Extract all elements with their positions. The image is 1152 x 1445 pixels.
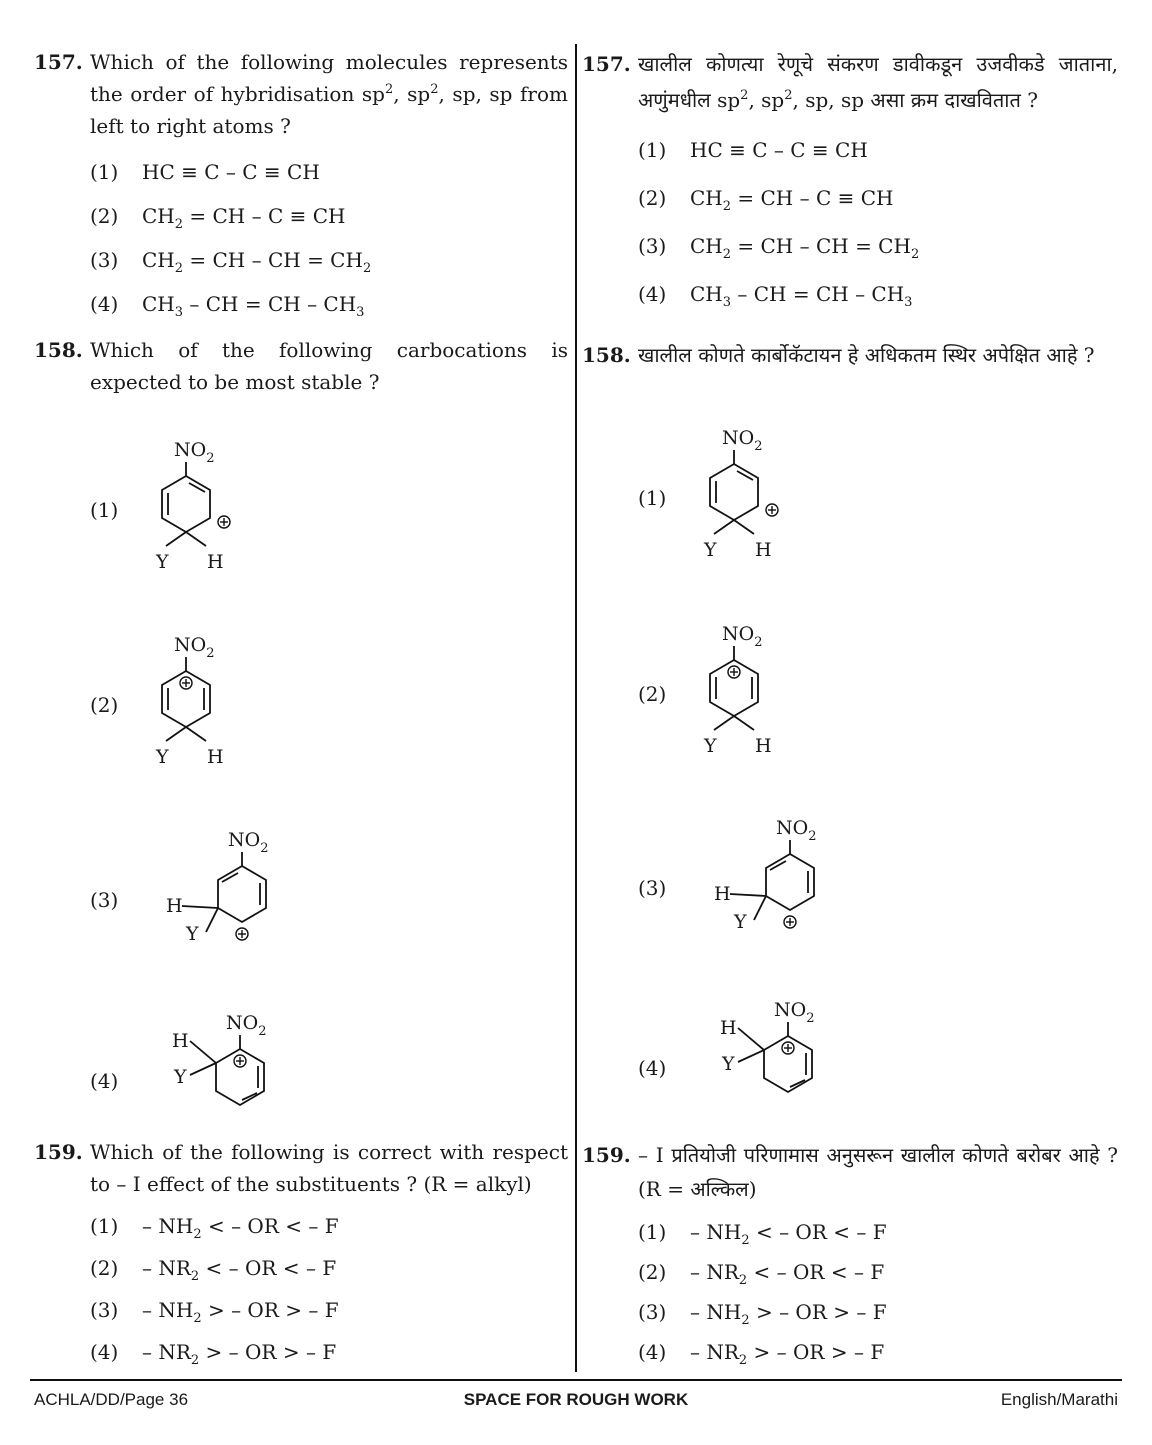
svg-text:Y: Y	[156, 551, 169, 573]
svg-text:NO2: $NO_2$	[722, 427, 763, 454]
svg-text:Y: Y	[734, 911, 747, 933]
option-1: (1) – $NH_2$ < – OR < – F	[638, 1220, 887, 1248]
positive-charge-icon	[218, 516, 230, 528]
footer-divider	[30, 1379, 1122, 1381]
page-code: ACHLA/DD/Page 36	[34, 1390, 189, 1409]
structure-2-svg	[144, 629, 244, 769]
question-text: Which of the following is correct with respect to – I effect of the substituents ? (R = alkyl)	[90, 1140, 568, 1196]
svg-text:Y: Y	[704, 735, 717, 757]
question-text: – I प्रतियोजी परिणामास अनुसरून खालील कोणते बरोबर आहे ? (R = अल्किल)	[638, 1143, 1118, 1201]
question-text: खालील कोणते कार्बोकॅटायन हे अधिकतम स्थिर अपेक्षित आहे ?	[638, 343, 1095, 367]
svg-text:H: H	[755, 735, 772, 757]
positive-charge-icon	[782, 1042, 794, 1054]
positive-charge-icon	[234, 1055, 246, 1067]
svg-text:NO2: $NO_2$	[776, 817, 817, 844]
positive-charge-icon	[180, 677, 192, 689]
option-2: (2) $CH_2$ = CH – C ≡ CH	[90, 204, 346, 232]
question-number: 157.	[582, 52, 631, 76]
svg-text:NO2: $NO_2$	[226, 1012, 267, 1039]
svg-text:Y: Y	[186, 923, 199, 945]
option-1: (1) HC ≡ C – C ≡ CH	[90, 160, 320, 184]
question-text: Which of the following molecules represents the order of hybridisation $sp^2$, $sp^2$, sp, sp from left to right atoms ?	[90, 50, 568, 138]
positive-charge-icon	[728, 666, 740, 678]
structure-4-svg	[712, 996, 842, 1126]
svg-text:Y: Y	[704, 539, 717, 561]
option-2: (2) – $NR_2$ < – OR < – F	[90, 1256, 337, 1284]
svg-text:NO2: $NO_2$	[774, 999, 815, 1026]
question-number: 159.	[34, 1140, 83, 1164]
option-3: (3) $CH_2$ = CH – CH = $CH_2$	[638, 234, 920, 262]
svg-text:Y: Y	[156, 746, 169, 768]
structure-3-svg	[164, 824, 294, 954]
option-1: (1) HC ≡ C – C ≡ CH	[638, 138, 868, 162]
positive-charge-icon	[766, 504, 778, 516]
svg-text:H: H	[207, 551, 224, 573]
question-number: 157.	[34, 50, 83, 74]
svg-text:Y: Y	[174, 1066, 187, 1088]
question-157-mr	[582, 46, 1118, 310]
question-158-mr	[582, 338, 1118, 372]
option-3: (3) $CH_2$ = CH – CH = $CH_2$	[90, 248, 372, 276]
structure-1-svg	[144, 434, 244, 574]
option-3: (3) – $NH_2$ > – OR > – F	[90, 1298, 339, 1326]
positive-charge-icon	[784, 916, 796, 928]
option-2: (2) – $NR_2$ < – OR < – F	[638, 1260, 885, 1288]
language-label: English/Marathi	[1000, 1390, 1118, 1409]
svg-text:NO2: $NO_2$	[228, 829, 269, 856]
option-2: (2) $CH_2$ = CH – C ≡ CH	[638, 186, 894, 214]
svg-text:H: H	[166, 895, 183, 917]
svg-text:H: H	[755, 539, 772, 561]
question-text: खालील कोणत्या रेणूचे संकरण डावीकडून उजवीकडे जाताना, अणुंमधील $sp^2$, $sp^2$, sp, sp असा क्रम दाखवितात ?	[638, 52, 1118, 112]
question-159-en	[34, 1136, 568, 1368]
question-159-mr	[582, 1138, 1118, 1368]
positive-charge-icon	[236, 928, 248, 940]
rough-work-label: SPACE FOR ROUGH WORK	[463, 1390, 689, 1409]
question-number: 158.	[582, 343, 631, 367]
option-4: (4) $CH_3$ – CH = CH – $CH_3$	[638, 282, 913, 310]
nitro-label: $NO_2$	[174, 439, 215, 466]
column-divider	[575, 44, 577, 1372]
svg-text:H: H	[172, 1030, 189, 1052]
structure-2-svg	[692, 618, 792, 758]
svg-text:H: H	[720, 1017, 737, 1039]
option-1: (1) – $NH_2$ < – OR < – F	[90, 1214, 339, 1242]
svg-text:NO2: $NO_2$	[174, 634, 215, 661]
option-3: (3) – $NH_2$ > – OR > – F	[638, 1300, 887, 1328]
option-4: (4) – $NR_2$ > – OR > – F	[90, 1340, 337, 1368]
svg-text:Y: Y	[722, 1053, 735, 1075]
question-157-en	[34, 46, 568, 320]
svg-text:H: H	[714, 883, 731, 905]
structure-1-svg	[692, 422, 792, 562]
option-4: (4) $CH_3$ – CH = CH – $CH_3$	[90, 292, 365, 320]
question-number: 159.	[582, 1143, 631, 1167]
svg-text:NO2: $NO_2$	[722, 623, 763, 650]
structure-3-svg	[712, 812, 842, 942]
structure-4-svg	[164, 1009, 294, 1139]
question-text: Which of the following carbocations is expected to be most stable ?	[90, 338, 568, 394]
svg-text:H: H	[207, 746, 224, 768]
question-number: 158.	[34, 338, 83, 362]
question-158-en	[34, 334, 568, 398]
option-4: (4) – $NR_2$ > – OR > – F	[638, 1340, 885, 1368]
